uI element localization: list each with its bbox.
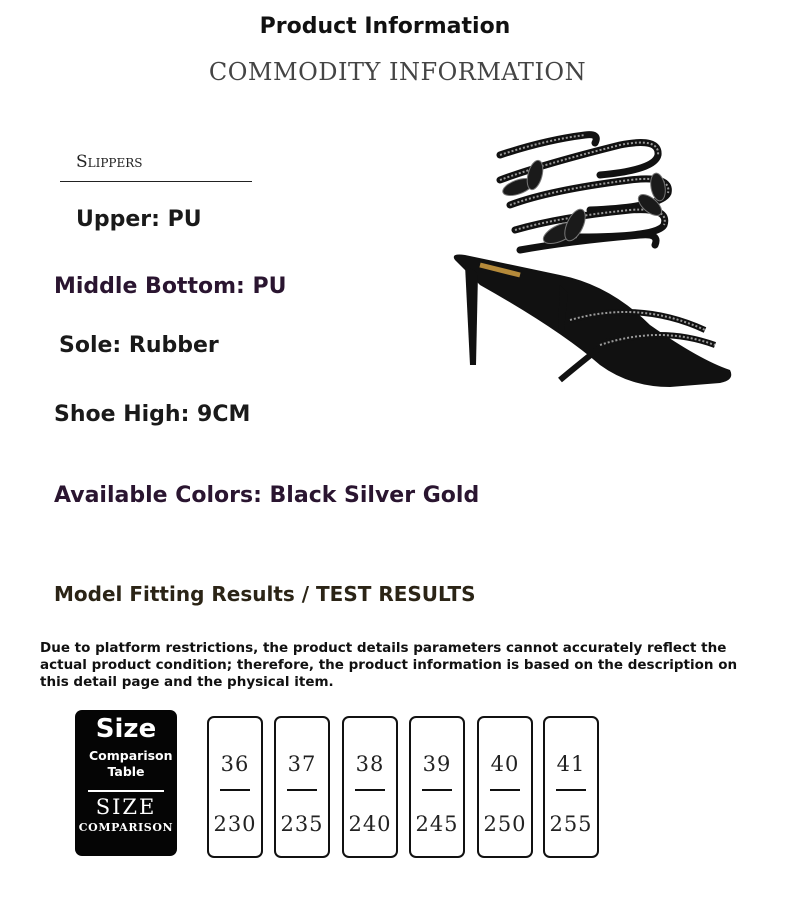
size-eu: 38 — [355, 752, 385, 776]
size-mm: 240 — [348, 812, 392, 836]
size-eu: 36 — [220, 752, 250, 776]
spec-sole: Sole: Rubber — [59, 333, 219, 358]
size-mm: 235 — [280, 812, 324, 836]
size-cell-37 — [274, 716, 330, 858]
size-comparison-badge — [75, 710, 177, 856]
size-mm: 245 — [415, 812, 459, 836]
badge-subtitle-2: COMPARISON — [78, 821, 174, 834]
size-divider — [422, 789, 452, 791]
spec-available-colors: Available Colors: Black Silver Gold — [54, 483, 480, 508]
size-divider — [355, 789, 385, 791]
product-category: Slippers — [76, 152, 143, 172]
size-cell-39 — [409, 716, 465, 858]
size-eu: 41 — [556, 752, 586, 776]
size-mm: 230 — [213, 812, 257, 836]
size-eu: 39 — [422, 752, 452, 776]
category-underline — [60, 181, 252, 182]
spec-upper: Upper: PU — [76, 207, 202, 232]
size-cell-36 — [207, 716, 263, 858]
badge-title-2: SIZE — [95, 795, 157, 819]
badge-subtitle: Comparison Table — [89, 748, 173, 779]
platform-notice: Due to platform restrictions, the product details parameters cannot accurately reflect the actual product condition; therefore, the product information is based on the description on this detail page and the physical item. — [40, 640, 738, 690]
size-divider — [490, 789, 520, 791]
spec-shoe-height: Shoe High: 9CM — [54, 402, 251, 427]
badge-title: Size — [95, 714, 157, 744]
size-mm: 250 — [483, 812, 527, 836]
size-mm: 255 — [549, 812, 593, 836]
badge-divider — [88, 790, 164, 792]
page-title: Product Information — [259, 14, 511, 39]
size-eu: 40 — [490, 752, 520, 776]
fitting-heading: Model Fitting Results / TEST RESULTS — [54, 582, 476, 606]
size-divider — [220, 789, 250, 791]
size-cell-41 — [543, 716, 599, 858]
size-divider — [287, 789, 317, 791]
size-cell-40 — [477, 716, 533, 858]
size-cell-38 — [342, 716, 398, 858]
size-eu: 37 — [287, 752, 317, 776]
spec-middle-bottom: Middle Bottom: PU — [54, 274, 287, 299]
product-image — [440, 125, 740, 405]
page-subtitle: COMMODITY INFORMATION — [208, 58, 587, 86]
size-divider — [556, 789, 586, 791]
